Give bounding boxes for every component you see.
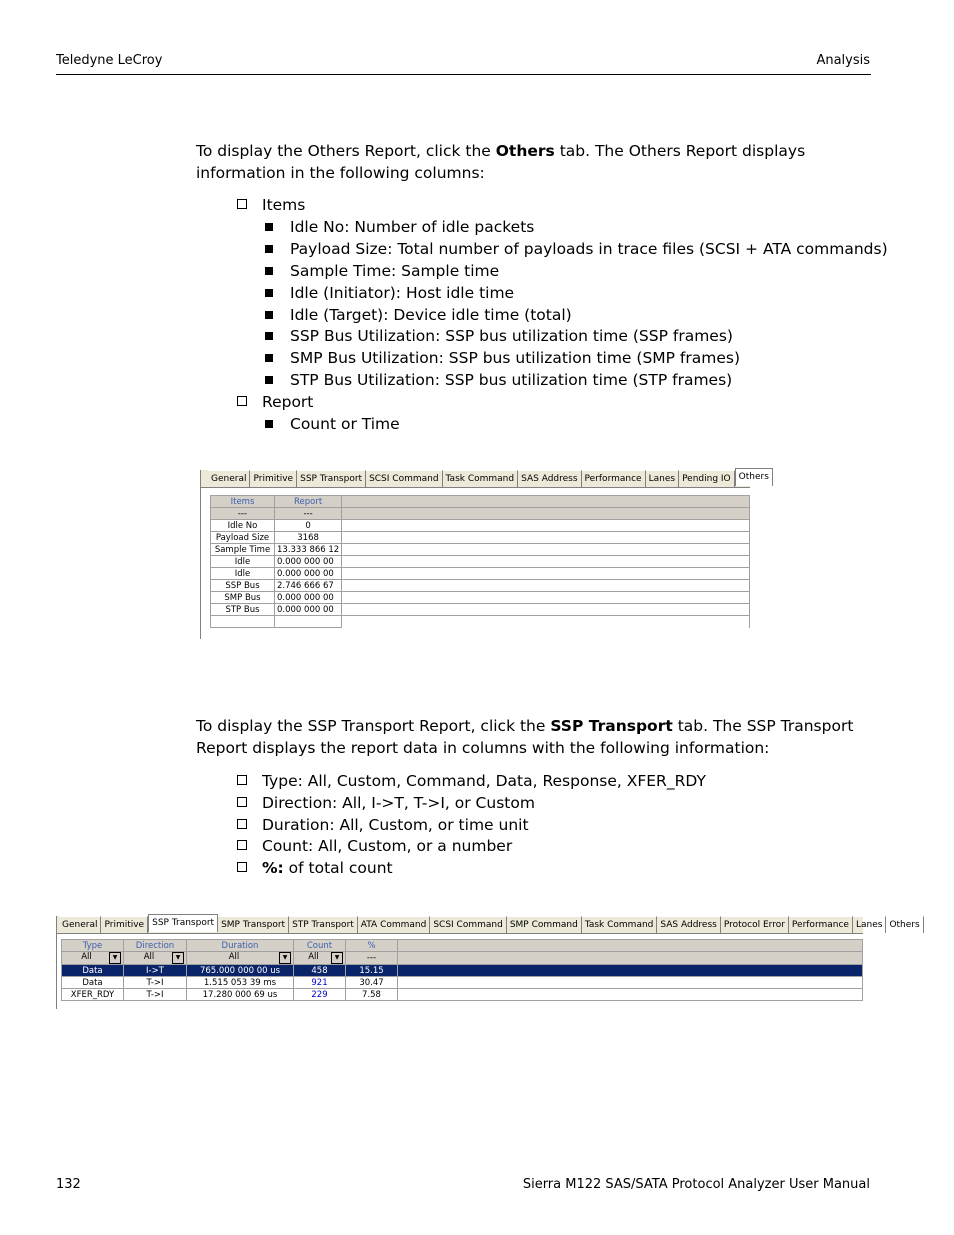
others-table <box>210 495 750 628</box>
tab-task-command[interactable]: Task Command <box>443 470 519 487</box>
table-row[interactable]: Data T->I 1.515 053 39 ms 921 30.47 <box>62 977 863 989</box>
tab-smp-transport[interactable]: SMP Transport <box>218 916 289 933</box>
tab-ata-command[interactable]: ATA Command <box>358 916 431 933</box>
chevron-down-icon[interactable]: ▼ <box>172 952 184 964</box>
table-row[interactable]: Idle No 0 <box>211 520 750 532</box>
footer-title: Sierra M122 SAS/SATA Protocol Analyzer User Manual <box>522 1177 870 1192</box>
column-header-direction[interactable]: Direction <box>124 940 187 952</box>
list-item: %: of total count <box>237 857 393 879</box>
tab-primitive[interactable]: Primitive <box>250 470 297 487</box>
table-row[interactable]: Sample Time 13.333 866 12 <box>211 544 750 556</box>
table-row[interactable]: STP Bus 0.000 000 00 <box>211 604 750 616</box>
table-row[interactable]: Idle 0.000 000 00 <box>211 556 750 568</box>
duration-filter-dropdown[interactable]: All ▼ <box>187 952 294 965</box>
table-row[interactable]: Data I->T 765.000 000 00 us 458 15.15 <box>62 965 863 977</box>
list-item: Type: All, Custom, Command, Data, Response, XFER_RDY <box>237 770 706 792</box>
ssp-transport-screenshot <box>56 916 920 1009</box>
filter-cell[interactable]: --- <box>275 508 342 520</box>
tab-ssp-transport[interactable]: SSP Transport <box>148 914 218 932</box>
tab-lanes[interactable]: Lanes <box>646 470 679 487</box>
tab-sas-address[interactable]: SAS Address <box>657 916 720 933</box>
tab-stp-transport[interactable]: STP Transport <box>289 916 358 933</box>
list-item: Count: All, Custom, or a number <box>237 835 512 857</box>
tab-general[interactable]: General <box>208 470 250 487</box>
list-item: Idle (Initiator): Host idle time <box>265 282 514 304</box>
ssp-transport-table <box>61 939 863 1001</box>
percent-filter-cell[interactable]: --- <box>346 952 398 965</box>
tab-pending-io[interactable]: Pending IO <box>679 470 735 487</box>
others-report-screenshot <box>200 470 769 639</box>
list-item: Idle No: Number of idle packets <box>265 216 534 238</box>
column-header-report[interactable]: Report <box>275 496 342 508</box>
header-right: Analysis <box>816 53 870 68</box>
tab-others[interactable]: Others <box>735 468 773 486</box>
column-header-items[interactable]: Items <box>211 496 275 508</box>
column-header-percent[interactable]: % <box>346 940 398 952</box>
type-filter-dropdown[interactable]: All ▼ <box>62 952 124 965</box>
table-row[interactable]: SSP Bus 2.746 666 67 <box>211 580 750 592</box>
tab-scsi-command[interactable]: SCSI Command <box>430 916 506 933</box>
column-header-type[interactable]: Type <box>62 940 124 952</box>
tab-performance[interactable]: Performance <box>789 916 853 933</box>
page-number: 132 <box>56 1177 81 1192</box>
tab-ssp-transport[interactable]: SSP Transport <box>297 470 366 487</box>
list-item: Duration: All, Custom, or time unit <box>237 814 529 836</box>
table-row[interactable]: XFER_RDY T->I 17.280 000 69 us 229 7.58 <box>62 989 863 1001</box>
tab-primitive[interactable]: Primitive <box>101 916 148 933</box>
tab-smp-command[interactable]: SMP Command <box>507 916 582 933</box>
tab-task-command[interactable]: Task Command <box>582 916 658 933</box>
table-row[interactable]: Payload Size 3168 <box>211 532 750 544</box>
list-item: Payload Size: Total number of payloads in trace files (SCSI + ATA commands) <box>265 238 888 260</box>
table-row[interactable]: Idle 0.000 000 00 <box>211 568 750 580</box>
list-item: Sample Time: Sample time <box>265 260 499 282</box>
filter-cell[interactable]: --- <box>211 508 275 520</box>
list-item: Idle (Target): Device idle time (total) <box>265 304 572 326</box>
table-row[interactable]: SMP Bus 0.000 000 00 <box>211 592 750 604</box>
others-intro: To display the Others Report, click the Others tab. The Others Report displays information in the following columns: <box>196 142 806 182</box>
direction-filter-dropdown[interactable]: All ▼ <box>124 952 187 965</box>
chevron-down-icon[interactable]: ▼ <box>331 952 343 964</box>
chevron-down-icon[interactable]: ▼ <box>109 952 121 964</box>
header-left: Teledyne LeCroy <box>56 53 163 68</box>
tab-others[interactable]: Others <box>886 916 923 933</box>
items-label: Items <box>237 194 305 216</box>
list-item: STP Bus Utilization: SSP bus utilization time (STP frames) <box>265 369 732 391</box>
ssp-intro: To display the SSP Transport Report, click the SSP Transport tab. The SSP Transport Report displays the report data in columns with the following information: <box>196 717 854 757</box>
tab-lanes[interactable]: Lanes <box>853 916 886 933</box>
column-header-count[interactable]: Count <box>294 940 346 952</box>
report-label: Report <box>237 391 313 413</box>
list-item: Count or Time <box>265 413 400 435</box>
tab-general[interactable]: General <box>59 916 101 933</box>
tab-performance[interactable]: Performance <box>582 470 646 487</box>
list-item: Direction: All, I->T, T->I, or Custom <box>237 792 535 814</box>
list-item: SMP Bus Utilization: SSP bus utilization time (SMP frames) <box>265 347 740 369</box>
tab-protocol-error[interactable]: Protocol Error <box>721 916 789 933</box>
tab-sas-address[interactable]: SAS Address <box>518 470 581 487</box>
column-header-duration[interactable]: Duration <box>187 940 294 952</box>
list-item: SSP Bus Utilization: SSP bus utilization time (SSP frames) <box>265 325 733 347</box>
chevron-down-icon[interactable]: ▼ <box>279 952 291 964</box>
header-rule <box>56 74 871 75</box>
count-filter-dropdown[interactable]: All ▼ <box>294 952 346 965</box>
tab-scsi-command[interactable]: SCSI Command <box>366 470 442 487</box>
